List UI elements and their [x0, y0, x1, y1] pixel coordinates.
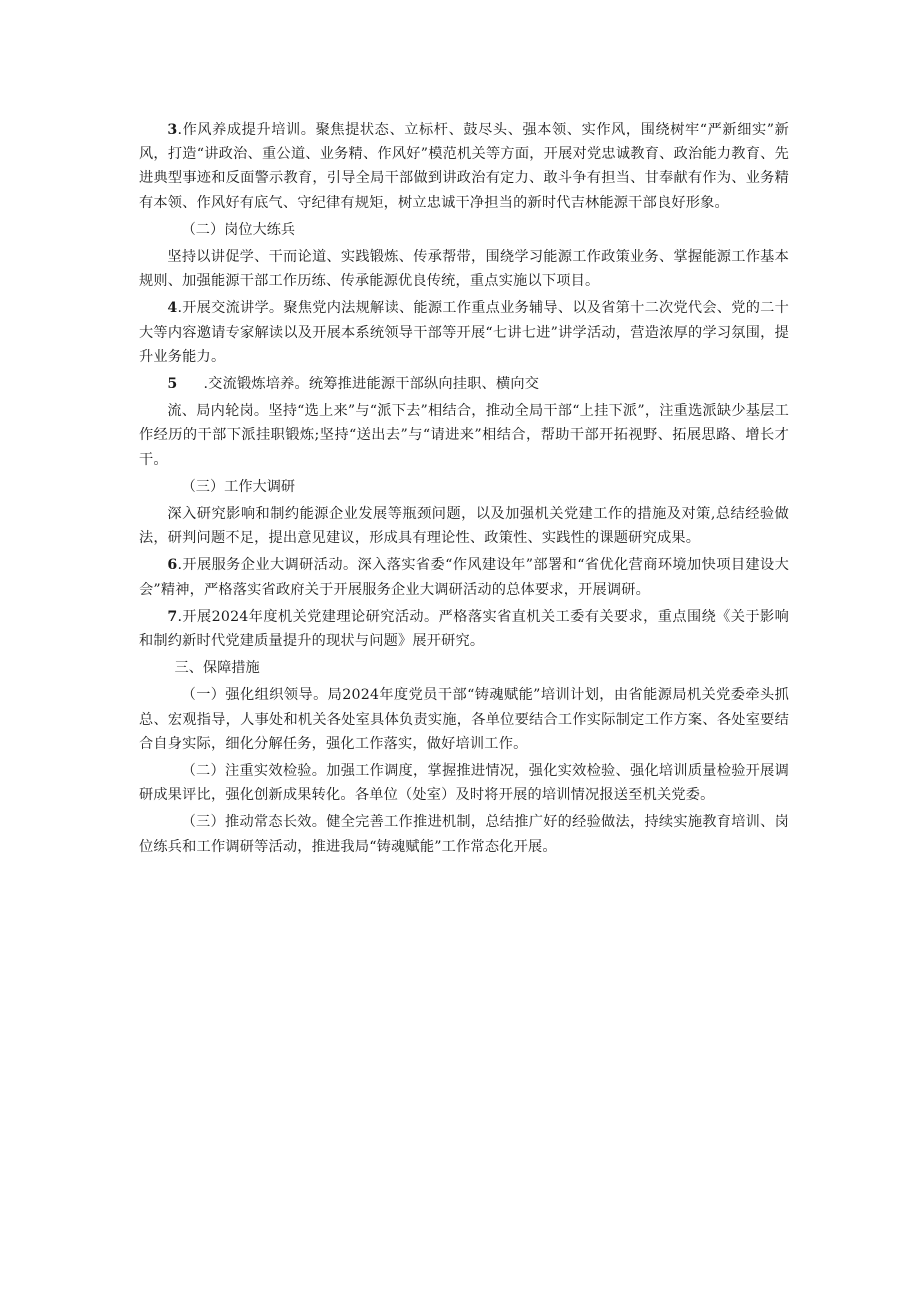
item-text: .作风养成提升培训。聚焦提状态、立标杆、鼓尽头、强本领、实作风，围绕树牢“严新细实”新风，打造“讲政治、重公道、业务精、作风好”模范机关等方面，开展对党忠诚教育、政治能力教育、先进典型事迹和反面警示教育，引导全局干部做到讲政治有定力、敢斗争有担当、甘奉献有作为、业务精有本领、作风好有底气、守纪律有规矩，树立忠诚干净担当的新时代吉林能源干部良好形象。	[139, 122, 789, 211]
measure-3-paragraph: （三）推动常态长效。健全完善工作推进机制，总结推广好的经验做法，持续实施教育培训、岗位练兵和工作调研等活动，推进我局“铸魂赋能”工作常态化开展。	[139, 814, 789, 855]
item-6-paragraph	[139, 553, 789, 601]
item-number: 4	[167, 300, 178, 317]
section-2-heading: （二）岗位大练兵	[181, 221, 296, 238]
item-7-paragraph	[139, 605, 789, 653]
item-3-paragraph	[139, 118, 789, 215]
item-text: .开展交流讲学。聚焦党内法规解读、能源工作重点业务辅导、以及省第十二次党代会、党的二十大等内容邀请专家解读以及开展本系统领导干部等开展“七讲七进”讲学活动，营造浓厚的学习氛围，提升业务能力。	[139, 300, 789, 365]
measure-1-paragraph: （一）强化组织领导。局2024年度党员干部“铸魂赋能”培训计划，由省能源局机关党委牵头抓总、宏观指导，人事处和机关各处室具体负责实施，各单位要结合工作实际制定工作方案、各处室要结合自身实际，细化分解任务，强化工作落实，做好培训工作。	[139, 687, 789, 752]
measure-2-paragraph: （二）注重实效检验。加强工作调度，掌握推进情况，强化实效检验、强化培训质量检验开展调研成果评比，强化创新成果转化。各单位（处室）及时将开展的培训情况报送至机关党委。	[139, 763, 789, 804]
item-5-continuation: 流、局内轮岗。坚持“选上来”与“派下去”相结合，推动全局干部“上挂下派”，注重选派缺少基层工作经历的干部下派挂职锻炼;坚持“送出去”与“请进来”相结合，帮助干部开拓视野、拓展思路、增长才干。	[139, 403, 789, 468]
part-3-heading: 三、保障措施	[174, 660, 260, 677]
item-5-first-line	[139, 372, 789, 396]
section-3-intro: 深入研究影响和制约能源企业发展等瓶颈问题，以及加强机关党建工作的措施及对策,总结经验做法，研判问题不足，提出意见建议，形成具有理论性、政策性、实践性的课题研究成果。	[139, 506, 789, 547]
item-text: .开展2024年度机关党建理论研究活动。严格落实省直机关工委有关要求，重点围绕《关于影响和制约新时代党建质量提升的现状与问题》展开研究。	[139, 608, 789, 650]
item-number: 5	[167, 376, 178, 393]
document-body	[139, 118, 789, 859]
item-number: 7	[167, 608, 178, 625]
item-text: .交流锻炼培养。统筹推进能源干部纵向挂职、横向交	[203, 376, 540, 393]
item-number: 6	[167, 557, 178, 574]
item-text: .开展服务企业大调研活动。深入落实省委“作风建设年”部署和“省优化营商环境加快项目建设大会”精神，严格落实省政府关于开展服务企业大调研活动的总体要求，开展调研。	[139, 557, 789, 598]
item-4-paragraph	[139, 296, 789, 369]
item-number: 3	[167, 122, 178, 138]
section-2-intro: 坚持以讲促学、干而论道、实践锻炼、传承帮带，围绕学习能源工作政策业务、掌握能源工作基本规则、加强能源干部工作历练、传承能源优良传统，重点实施以下项目。	[139, 249, 789, 290]
section-3-heading: （三）工作大调研	[181, 478, 296, 495]
